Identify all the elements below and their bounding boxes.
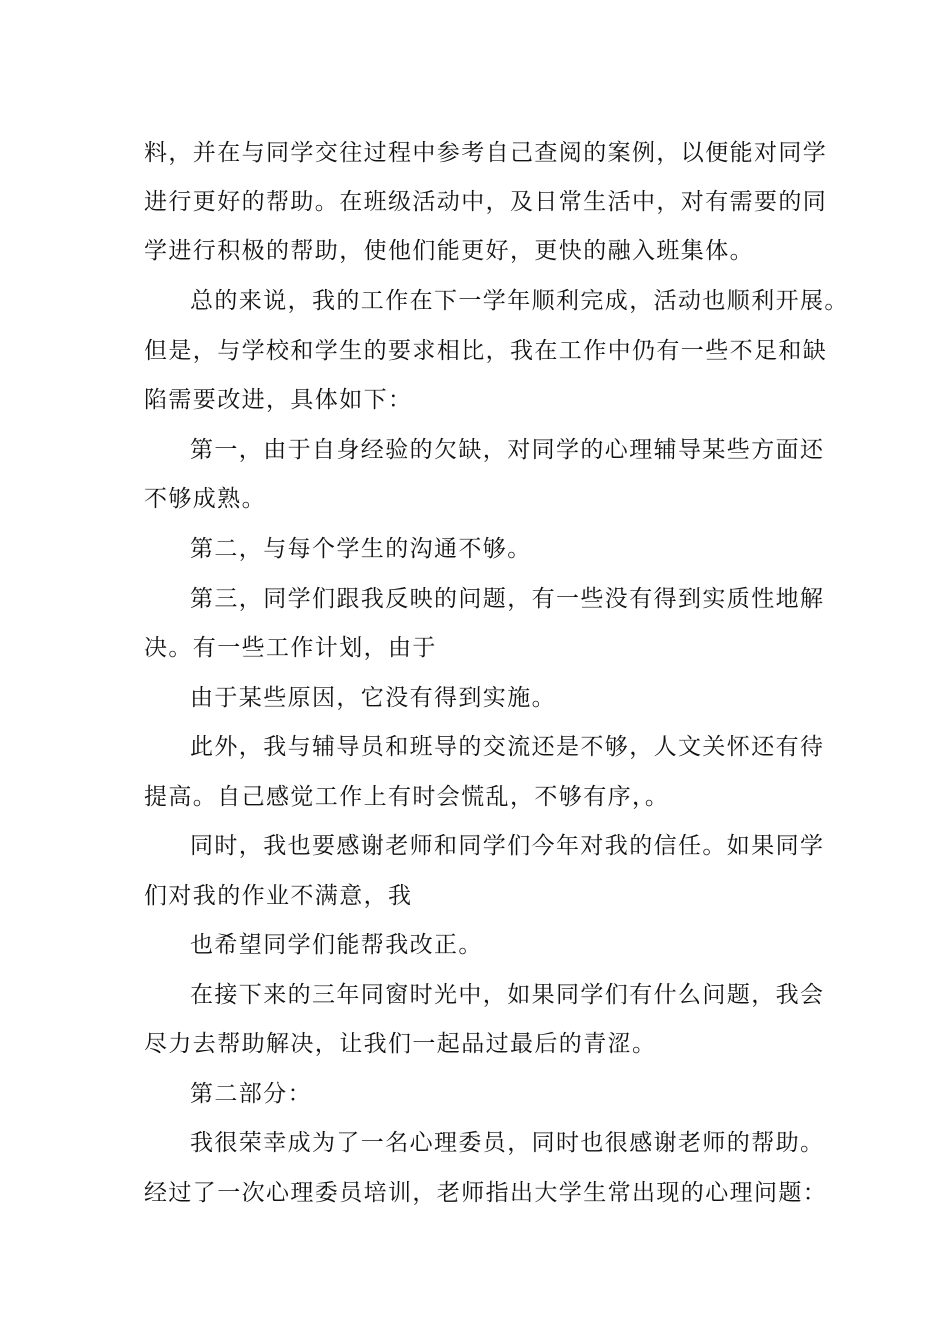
text-line: 经过了一次心理委员培训，老师指出大学生常出现的心理问题： (144, 1180, 828, 1206)
text-line: 尽力去帮助解决，让我们一起品过最后的青涩。 (144, 1031, 657, 1057)
text-line: 进行更好的帮助。在班级活动中，及日常生活中，对有需要的同 (144, 189, 828, 215)
text-line: 同时，我也要感谢老师和同学们今年对我的信任。如果同学 (190, 833, 825, 859)
text-line: 陷需要改进，具体如下： (144, 387, 413, 413)
text-line: 由于某些原因，它没有得到实施。 (190, 685, 556, 711)
text-line: 第二，与每个学生的沟通不够。 (190, 536, 532, 562)
text-line: 提高。自己感觉工作上有时会慌乱，不够有序，。 (144, 784, 670, 810)
section-heading: 第二部分： (190, 1081, 312, 1107)
text-line: 第三，同学们跟我反映的问题，有一些没有得到实质性地解 (190, 586, 825, 612)
text-line: 们对我的作业不满意，我 (144, 883, 413, 909)
text-line: 也希望同学们能帮我改正。 (190, 932, 483, 958)
text-line: 我很荣幸成为了一名心理委员，同时也很感谢老师的帮助。 (190, 1130, 825, 1156)
text-line: 第一，由于自身经验的欠缺，对同学的心理辅导某些方面还 (190, 437, 825, 463)
text-line: 总的来说，我的工作在下一学年顺利完成，活动也顺利开展。 (190, 288, 849, 314)
text-line: 但是，与学校和学生的要求相比，我在工作中仍有一些不足和缺 (144, 338, 828, 364)
text-line: 料，并在与同学交往过程中参考自己查阅的案例，以便能对同学 (144, 140, 828, 166)
text-line: 此外，我与辅导员和班导的交流还是不够，人文关怀还有待 (190, 734, 825, 760)
text-line: 决。有一些工作计划，由于 (144, 635, 437, 661)
text-line: 在接下来的三年同窗时光中，如果同学们有什么问题，我会 (190, 982, 825, 1008)
text-line: 不够成熟。 (144, 486, 266, 512)
text-line: 学进行积极的帮助，使他们能更好，更快的融入班集体。 (144, 238, 754, 264)
